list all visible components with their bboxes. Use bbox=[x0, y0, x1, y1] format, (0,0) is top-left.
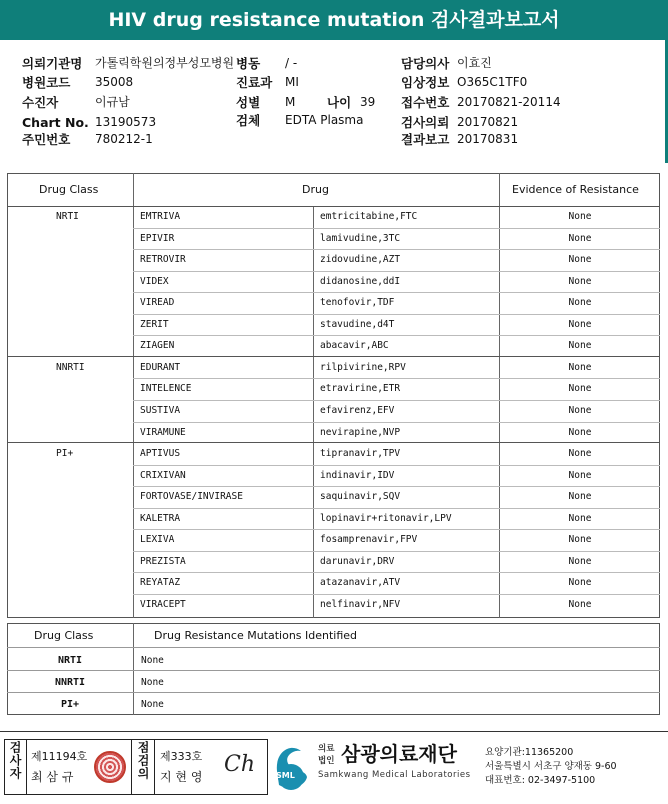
tester-license: 제11194호 bbox=[31, 750, 88, 763]
t2-class-cell: NNRTI bbox=[54, 677, 86, 688]
evidence-cell: None bbox=[568, 512, 592, 524]
hospital-code-label: 병원코드 bbox=[22, 75, 71, 90]
patient-value: 이규남 bbox=[95, 95, 130, 109]
brand-name-cell: EDURANT bbox=[140, 361, 181, 373]
t2-header-class: Drug Class bbox=[34, 629, 94, 642]
evidence-cell: None bbox=[568, 404, 592, 416]
tester-label: 검사자 bbox=[8, 741, 22, 780]
org-phone: 대표번호: 02-3497-5100 bbox=[485, 775, 596, 786]
evidence-cell: None bbox=[568, 577, 592, 589]
brand-name-cell: SUSTIVA bbox=[140, 404, 181, 416]
evidence-cell: None bbox=[568, 426, 592, 438]
evidence-cell: None bbox=[568, 598, 592, 610]
id-label: 주민번호 bbox=[22, 132, 71, 147]
drug-class-cell: PI+ bbox=[56, 448, 74, 460]
hospital-code-value: 35008 bbox=[95, 75, 134, 89]
evidence-cell: None bbox=[568, 254, 592, 266]
evidence-cell: None bbox=[568, 275, 592, 287]
patient-label: 수진자 bbox=[22, 95, 59, 110]
t2-col-divider bbox=[133, 623, 134, 715]
org-name: 삼광의료재단 bbox=[341, 742, 457, 766]
reviewer-signature: Ch bbox=[224, 752, 256, 777]
doctor-value: 이효진 bbox=[457, 56, 492, 70]
t2-value-cell: None bbox=[141, 655, 164, 666]
brand-name-cell: VIRAMUNE bbox=[140, 426, 186, 438]
brand-name-cell: VIDEX bbox=[140, 275, 169, 287]
t2-rule-1 bbox=[7, 647, 660, 648]
generic-name-cell: indinavir,IDV bbox=[320, 469, 395, 481]
dept-value: MI bbox=[285, 75, 299, 89]
brand-name-cell: APTIVUS bbox=[140, 448, 181, 460]
clinical-info-value: O365C1TF0 bbox=[457, 75, 528, 89]
sig-divider-3 bbox=[154, 739, 155, 795]
evidence-cell: None bbox=[568, 469, 592, 481]
org-english: Samkwang Medical Laboratories bbox=[318, 770, 471, 780]
header-evidence: Evidence of Resistance bbox=[512, 183, 639, 196]
evidence-cell: None bbox=[568, 491, 592, 503]
generic-name-cell: fosamprenavir,FPV bbox=[320, 534, 418, 546]
evidence-cell: None bbox=[568, 534, 592, 546]
generic-name-cell: tipranavir,TPV bbox=[320, 448, 401, 460]
brand-name-cell: EPIVIR bbox=[140, 232, 175, 244]
generic-name-cell: efavirenz,EFV bbox=[320, 404, 395, 416]
generic-name-cell: nevirapine,NVP bbox=[320, 426, 401, 438]
brand-name-cell: KALETRA bbox=[140, 512, 181, 524]
evidence-cell: None bbox=[568, 383, 592, 395]
brand-name-cell: INTELENCE bbox=[140, 383, 192, 395]
evidence-cell: None bbox=[568, 361, 592, 373]
doctor-label: 담당의사 bbox=[401, 56, 450, 71]
t2-class-cell: NRTI bbox=[57, 655, 83, 666]
request-date-label: 검사의뢰 bbox=[401, 115, 450, 130]
report-date-value: 20170831 bbox=[457, 132, 519, 146]
drug-class-cell: NRTI bbox=[56, 211, 79, 222]
reviewer-label: 점검의 bbox=[136, 741, 150, 780]
brand-name-cell: VIRACEPT bbox=[140, 598, 186, 610]
specimen-value: EDTA Plasma bbox=[285, 113, 364, 127]
sex-label: 성별 bbox=[236, 95, 261, 110]
drug-class-cell: NNRTI bbox=[56, 361, 85, 373]
institution-value: 가톨릭학원의정부성모병원 bbox=[95, 56, 235, 70]
dept-label: 진료과 bbox=[236, 75, 273, 90]
reviewer-name: 지 현 영 bbox=[160, 770, 203, 784]
generic-name-cell: atazanavir,ATV bbox=[320, 577, 401, 589]
brand-name-cell: REYATAZ bbox=[140, 577, 181, 589]
brand-name-cell: LEXIVA bbox=[140, 534, 175, 546]
report-date-label: 결과보고 bbox=[401, 132, 450, 147]
id-value: 780212-1 bbox=[95, 132, 153, 146]
evidence-cell: None bbox=[568, 448, 592, 460]
evidence-cell: None bbox=[568, 555, 592, 567]
sig-divider-2 bbox=[131, 739, 132, 795]
evidence-cell: None bbox=[568, 340, 592, 352]
evidence-cell: None bbox=[568, 297, 592, 309]
specimen-label: 검체 bbox=[236, 113, 261, 128]
sig-divider-1 bbox=[26, 739, 27, 795]
evidence-cell: None bbox=[568, 318, 592, 330]
reviewer-license: 제333호 bbox=[160, 750, 203, 763]
generic-name-cell: saquinavir,SQV bbox=[320, 491, 401, 503]
org-address: 서울특별시 서초구 양재동 9-60 bbox=[485, 761, 617, 772]
institution-label: 의뢰기관명 bbox=[22, 56, 83, 71]
brand-name-cell: RETROVIR bbox=[140, 254, 186, 266]
header-drug-class: Drug Class bbox=[39, 183, 99, 196]
org-code: 요양기관:11365200 bbox=[485, 747, 574, 758]
brand-name-cell: VIREAD bbox=[140, 297, 175, 309]
brand-name-cell: PREZISTA bbox=[140, 555, 186, 567]
generic-name-cell: rilpivirine,RPV bbox=[320, 361, 406, 373]
age-label: 나이 bbox=[327, 95, 352, 110]
receipt-no-label: 접수번호 bbox=[401, 95, 450, 110]
brand-name-cell: CRIXIVAN bbox=[140, 469, 186, 481]
generic-name-cell: lopinavir+ritonavir,LPV bbox=[320, 512, 452, 524]
tester-name: 최 삼 규 bbox=[31, 770, 74, 784]
ward-label: 병동 bbox=[236, 56, 261, 71]
header-drug: Drug bbox=[302, 183, 329, 196]
evidence-cell: None bbox=[568, 232, 592, 244]
request-date-value: 20170821 bbox=[457, 115, 519, 129]
t2-header-mutations: Drug Resistance Mutations Identified bbox=[154, 629, 358, 642]
brand-name-cell: FORTOVASE/INVIRASE bbox=[140, 491, 243, 503]
brand-name-cell: ZIAGEN bbox=[140, 340, 175, 352]
t2-class-cell: PI+ bbox=[60, 699, 80, 710]
generic-name-cell: abacavir,ABC bbox=[320, 340, 389, 352]
brand-name-cell: EMTRIVA bbox=[140, 211, 181, 222]
generic-name-cell: darunavir,DRV bbox=[320, 555, 395, 567]
logo-text: SML bbox=[276, 771, 295, 780]
generic-name-cell: stavudine,d4T bbox=[320, 318, 395, 330]
brand-name-cell: ZERIT bbox=[140, 318, 169, 330]
sex-value: M bbox=[285, 95, 296, 109]
col-divider-generic bbox=[313, 206, 314, 618]
sml-logo bbox=[271, 741, 311, 793]
generic-name-cell: tenofovir,TDF bbox=[320, 297, 395, 309]
generic-name-cell: didanosine,ddI bbox=[320, 275, 401, 287]
chart-label: Chart No. bbox=[22, 115, 89, 130]
clinical-info-label: 임상정보 bbox=[401, 75, 450, 90]
generic-name-cell: zidovudine,AZT bbox=[320, 254, 401, 266]
generic-name-cell: etravirine,ETR bbox=[320, 383, 401, 395]
report-title: HIV drug resistance mutation 검사결과보고서 bbox=[0, 0, 668, 40]
receipt-no-value: 20170821-20114 bbox=[457, 95, 561, 109]
ward-value: / - bbox=[285, 56, 298, 70]
generic-name-cell: lamivudine,3TC bbox=[320, 232, 401, 244]
age-value: 39 bbox=[360, 95, 376, 109]
sml-logo-icon bbox=[271, 741, 311, 793]
org-prefix-2: 법인 bbox=[318, 756, 335, 766]
tester-seal bbox=[94, 751, 126, 783]
org-prefix-1: 의료 bbox=[318, 744, 335, 754]
footer-rule bbox=[0, 731, 668, 732]
generic-name-cell: emtricitabine,FTC bbox=[320, 211, 418, 222]
generic-name-cell: nelfinavir,NFV bbox=[320, 598, 401, 610]
t2-value-cell: None bbox=[141, 677, 164, 688]
t2-value-cell: None bbox=[141, 699, 164, 710]
chart-value: 13190573 bbox=[95, 115, 157, 129]
evidence-cell: None bbox=[568, 211, 592, 222]
